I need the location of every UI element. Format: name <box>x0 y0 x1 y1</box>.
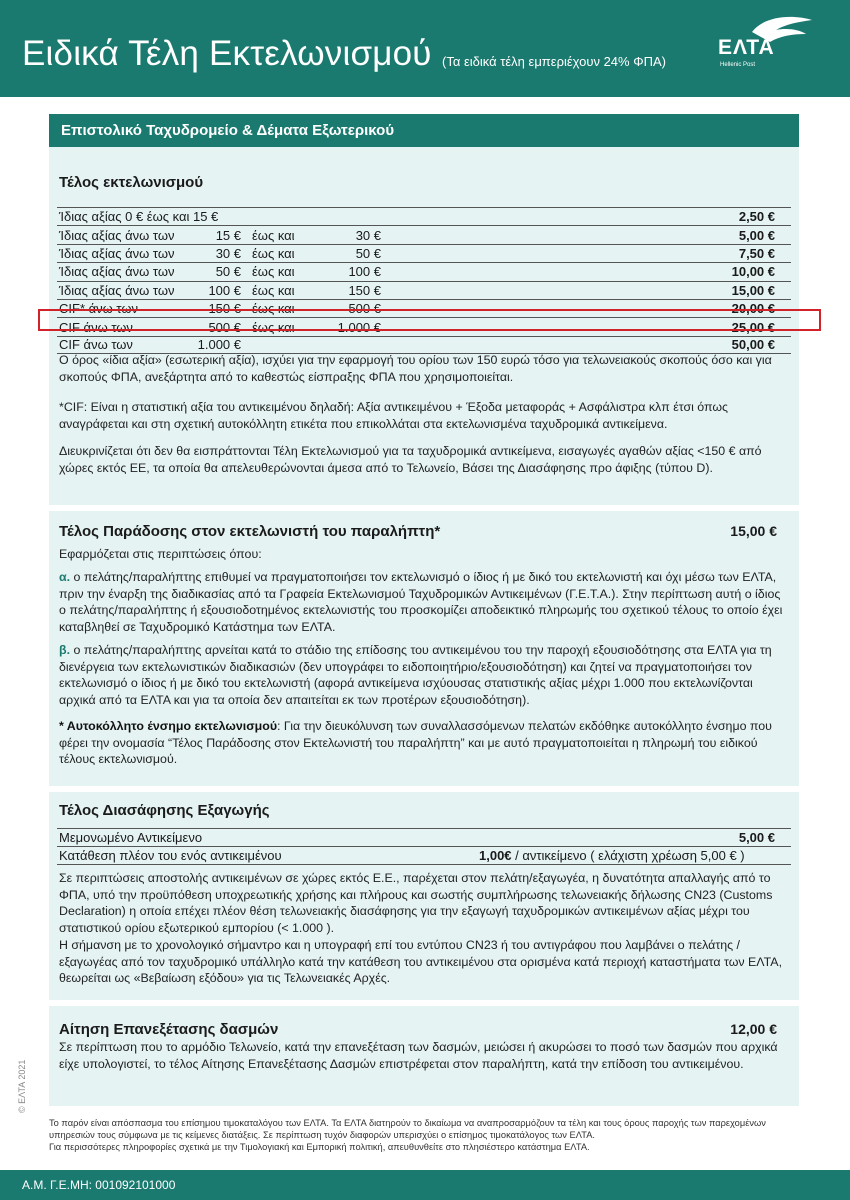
row-to: 500 € <box>348 301 381 317</box>
row-price: 50,00 € <box>731 337 775 353</box>
row-price: 1,00€ <box>479 848 512 864</box>
export-paragraph-1: Σε περιπτώσεις αποστολής αντικειμένων σε χώρες εκτός Ε.Ε., παρέχεται στον πελάτη/εξαγωγέα, η δυνατότητα απαλλαγής από το ΦΠΑ, υπό την προϋπόθεση υποχρεωτικής χρήσης και πλήρους και σωστής συμπλήρωσης τελωνειακής δήλωσης CN23 (Customs Declaration) η οποία επέχει πλέον θέση τελωνειακής διασάφησης για την εξαγωγή ταχυδρομικών αντικειμένων αξίας μέχρι του στατιστικού ορίου εξωτερικού εμπορίου (< 1.000 ). <box>59 871 773 935</box>
table-row <box>57 828 791 846</box>
customs-fee-title: Τέλος εκτελωνισμού <box>59 174 204 191</box>
duty-review-title: Αίτηση Επανεξέτασης δασμών <box>59 1021 279 1038</box>
export-paragraph-2: Η σήμανση με το χρονολογικό σήμαντρο και η υπογραφή επί του εντύπου CN23 ή του αντιγράφου που λαμβάνει ο πελάτης / εξαγωγέας από τον ταχυδρομικό υπάλληλο κατά την κατάθεση του αντικειμένου στα ορισμένα κατά περιοχή καταστήματα των ΕΛΤΑ, θεωρείται ως «Βεβαίωση εξόδου» για τις Τελωνειακές Αρχές. <box>59 938 783 986</box>
row-from: 150 € <box>208 301 241 317</box>
row-price: 20,00 € <box>731 301 775 317</box>
page-title: Ειδικά Τέλη Εκτελωνισμού <box>22 34 432 73</box>
footer-line-2: Για περισσότερες πληροφορίες σχετικά με την Τιμολογιακή και Εμπορική πολιτική, απευθυνθείτε στο πλησιέστερο κατάστημα ΕΛΤΑ. <box>49 1142 590 1152</box>
row-to: 30 € <box>355 227 381 243</box>
case-b-label: β. <box>59 643 71 657</box>
row-label: Ίδιας αξίας άνω των <box>59 227 175 243</box>
row-label: CIF άνω των <box>59 319 133 335</box>
copyright-vertical <box>12 1010 26 1120</box>
row-price: 10,00 € <box>731 264 775 280</box>
vat-note: (Τα ειδικά τέλη εμπεριέχουν 24% ΦΠΑ) <box>442 54 666 69</box>
row-price-per-item <box>479 848 745 863</box>
row-from: 100 € <box>208 282 241 298</box>
export-fee-panel <box>49 792 799 1000</box>
case-a-text: ο πελάτης/παραλήπτης επιθυμεί να πραγματοποιήσει τον εκτελωνισμό ο ίδιος ή με δικό του εκτελωνιστή και όχι μέσω των ΕΛΤΑ, πριν την έναρξη της διαδικασίας από τα Γραφεία Εκτελωνισμού Ταχυδρομικών Αντικειμένων (Γ.Ε.Τ.Α.). Στην περίπτωση αυτή ο ίδιος ο πελάτης/παραλήπτης ή εξουσιοδοτημένος εκτελωνιστής του προσκομίζει αποδεικτικό πληρωμής του σχετικού τέλους το οποίο έχει καταβληθεί σε Ταχυδρομικό Κατάστημα των ΕΛΤΑ. <box>59 570 783 634</box>
registry-bar: Α.Μ. Γ.Ε.ΜΗ: 001092101000 <box>0 1170 850 1200</box>
table-row <box>57 846 791 864</box>
section-title: Επιστολικό Ταχυδρομείο & Δέματα Εξωτερικού <box>49 114 799 147</box>
table-row <box>57 225 791 243</box>
row-until: έως και <box>252 227 295 243</box>
row-label: Ίδιας αξίας 0 € έως και 15 € <box>59 209 219 225</box>
delivery-case-a <box>59 569 789 635</box>
row-to: 150 € <box>348 282 381 298</box>
row-label: Ίδιας αξίας άνω των <box>59 245 175 261</box>
delivery-case-b <box>59 642 789 708</box>
copyright-text: © ΕΛΤΑ 2021 <box>17 1059 27 1113</box>
paragraph-cif: *CIF: Είναι η στατιστική αξία του αντικειμένου δηλαδή: Αξία αντικειμένου + Έξοδα μεταφοράς + Ασφάλιστρα κλπ έτσι όπως αναγράφεται και στη σχετική αυτοκόλλητη ετικέτα που επικολλάται στα εκτελωνισμένα ταχυδρομικά αντικείμενα. <box>59 400 729 431</box>
row-to: 50 € <box>355 245 381 261</box>
export-fee-title: Τέλος Διασάφησης Εξαγωγής <box>59 802 270 819</box>
row-extra: / αντικείμενο ( ελάχιστη χρέωση 5,00 € ) <box>511 848 745 864</box>
row-from: 15 € <box>215 227 241 243</box>
row-until: έως και <box>252 319 295 335</box>
row-to: 100 € <box>348 264 381 280</box>
row-price: 15,00 € <box>731 282 775 298</box>
highlight-box <box>38 309 821 331</box>
row-label: Μεμονωμένο Αντικείμενο <box>59 830 203 846</box>
delivery-intro: Εφαρμόζεται στις περιπτώσεις όπου: <box>59 547 262 561</box>
delivery-fee-panel <box>49 511 799 786</box>
table-row <box>57 262 791 280</box>
case-b-text: ο πελάτης/παραλήπτης αρνείται κατά το στάδιο της επίδοσης του αντικειμένου του την παροχή εξουσιοδότησης στα ΕΛΤΑ για τη διενέργεια των εκτελωνιστικών διαδικασιών (δεν υπογράφει το ειδοποιητήριο/εξουσιοδότηση) και ζητεί να πραγματοποιήσει τον εκτελωνισμό ο ίδιος ή με δικό του εκτελωνιστή (αφορά αντικείμενα ισχύουσας στατιστικής αξίας μέχρι 1.000 που εκτελωνίζονται αρχικά από τα ΕΛΤΑ και για τα οποία δεν απαιτείται εκ των προτέρων εξουσιοδότηση). <box>59 643 772 707</box>
footer-disclaimer <box>49 1117 809 1153</box>
row-label: Ίδιας αξίας άνω των <box>59 264 175 280</box>
row-price: 5,00 € <box>738 830 775 846</box>
row-label: CIF* άνω των <box>59 301 138 317</box>
table-row <box>57 244 791 262</box>
row-from: 30 € <box>215 245 241 261</box>
table-row <box>57 281 791 299</box>
duty-review-panel <box>49 1006 799 1106</box>
duty-review-text: Σε περίπτωση που το αρμόδιο Τελωνείο, κατά την επανεξέταση των δασμών, μειώσει ή ακυρώσει το ποσό των δασμών που αρχικά είχε υπολογιστεί, το τέλος Αίτησης Επανεξέτασης Δασμών επιστρέφεται στον παραλήπτη, κατά την επίδοση του αντικειμένου. <box>59 1040 778 1071</box>
sticker-text: : Για την διευκόλυνση των συναλλασσόμενων πελατών εκδόθηκε αυτοκόλλητο ένσημο που φέρει την ονομασία “Τέλος Παράδοσης στον Εκτελωνιστή του παραλήπτη” και με αυτό πραγματοποιείται η πληρωμή του ειδικού τέλους εκτελωνισμού. <box>59 719 772 767</box>
row-until: έως και <box>252 301 295 317</box>
table-row <box>57 207 791 225</box>
case-a-label: α. <box>59 570 71 584</box>
row-to: 1.000 € <box>337 319 381 335</box>
delivery-fee-title: Τέλος Παράδοσης στον εκτελωνιστή του παραλήπτη* <box>59 523 441 540</box>
paragraph-intrinsic-value: Ο όρος «ίδια αξία» (εσωτερική αξία), ισχύει για την εφαρμογή του ορίου των 150 ευρώ τόσο για τελωνειακούς σκοπούς όσο και για σκοπούς ΦΠΑ, ανεξάρτητα από το καθεστώς είσπραξης ΦΠΑ που χρησιμοποιείται. <box>59 353 772 384</box>
row-from: 1.000 € <box>197 337 241 353</box>
page-header <box>0 0 850 97</box>
elta-logo <box>712 14 832 84</box>
row-label: CIF άνω των <box>59 337 133 353</box>
row-label: Ίδιας αξίας άνω των <box>59 282 175 298</box>
logo-subtext: Hellenic Post <box>720 62 756 68</box>
footer-line-1: Το παρόν είναι απόσπασμα του επίσημου τιμοκαταλόγου των ΕΛΤΑ. Τα ΕΛΤΑ διατηρούν το δικαίωμα να αναπροσαρμόζουν τα τέλη και τους όρους παροχής των παρεχομένων υπηρεσιών τους σύμφωνα με τις κείμενες διατάξεις. Σε περίπτωση τυχόν διαφορών υπερισχύει ο επίσημος τιμοκατάλογος των ΕΛΤΑ. <box>49 1118 766 1140</box>
row-price: 25,00 € <box>731 319 775 335</box>
row-from: 50 € <box>215 264 241 280</box>
row-price: 5,00 € <box>738 227 775 243</box>
delivery-fee-price: 15,00 € <box>730 523 777 539</box>
delivery-sticker <box>59 718 789 768</box>
row-price: 2,50 € <box>738 209 775 225</box>
row-until: έως και <box>252 264 295 280</box>
logo-text: ΕΛΤΑ <box>718 36 775 59</box>
export-fee-table <box>57 828 791 865</box>
sticker-label: * Αυτοκόλλητο ένσημο εκτελωνισμού <box>59 719 278 733</box>
row-from: 500 € <box>208 319 241 335</box>
paragraph-clarification: Διευκρινίζεται ότι δεν θα εισπράττονται Τέλη Εκτελωνισμού για τα ταχυδρομικά αντικείμενα, εισαγωγές αγαθών αξίας <150 € από χώρες εκτός ΕΕ, τα οποία θα απελευθερώνονται άμεσα από το Τελωνείο, Βάσει της Διασάφησης προ άφιξης (τύπου D). <box>59 444 762 475</box>
row-until: έως και <box>252 245 295 261</box>
duty-review-price: 12,00 € <box>730 1021 777 1037</box>
row-label: Κατάθεση πλέον του ενός αντικειμένου <box>59 848 282 864</box>
row-price: 7,50 € <box>738 245 775 261</box>
customs-fee-table <box>57 207 791 354</box>
row-until: έως και <box>252 282 295 298</box>
